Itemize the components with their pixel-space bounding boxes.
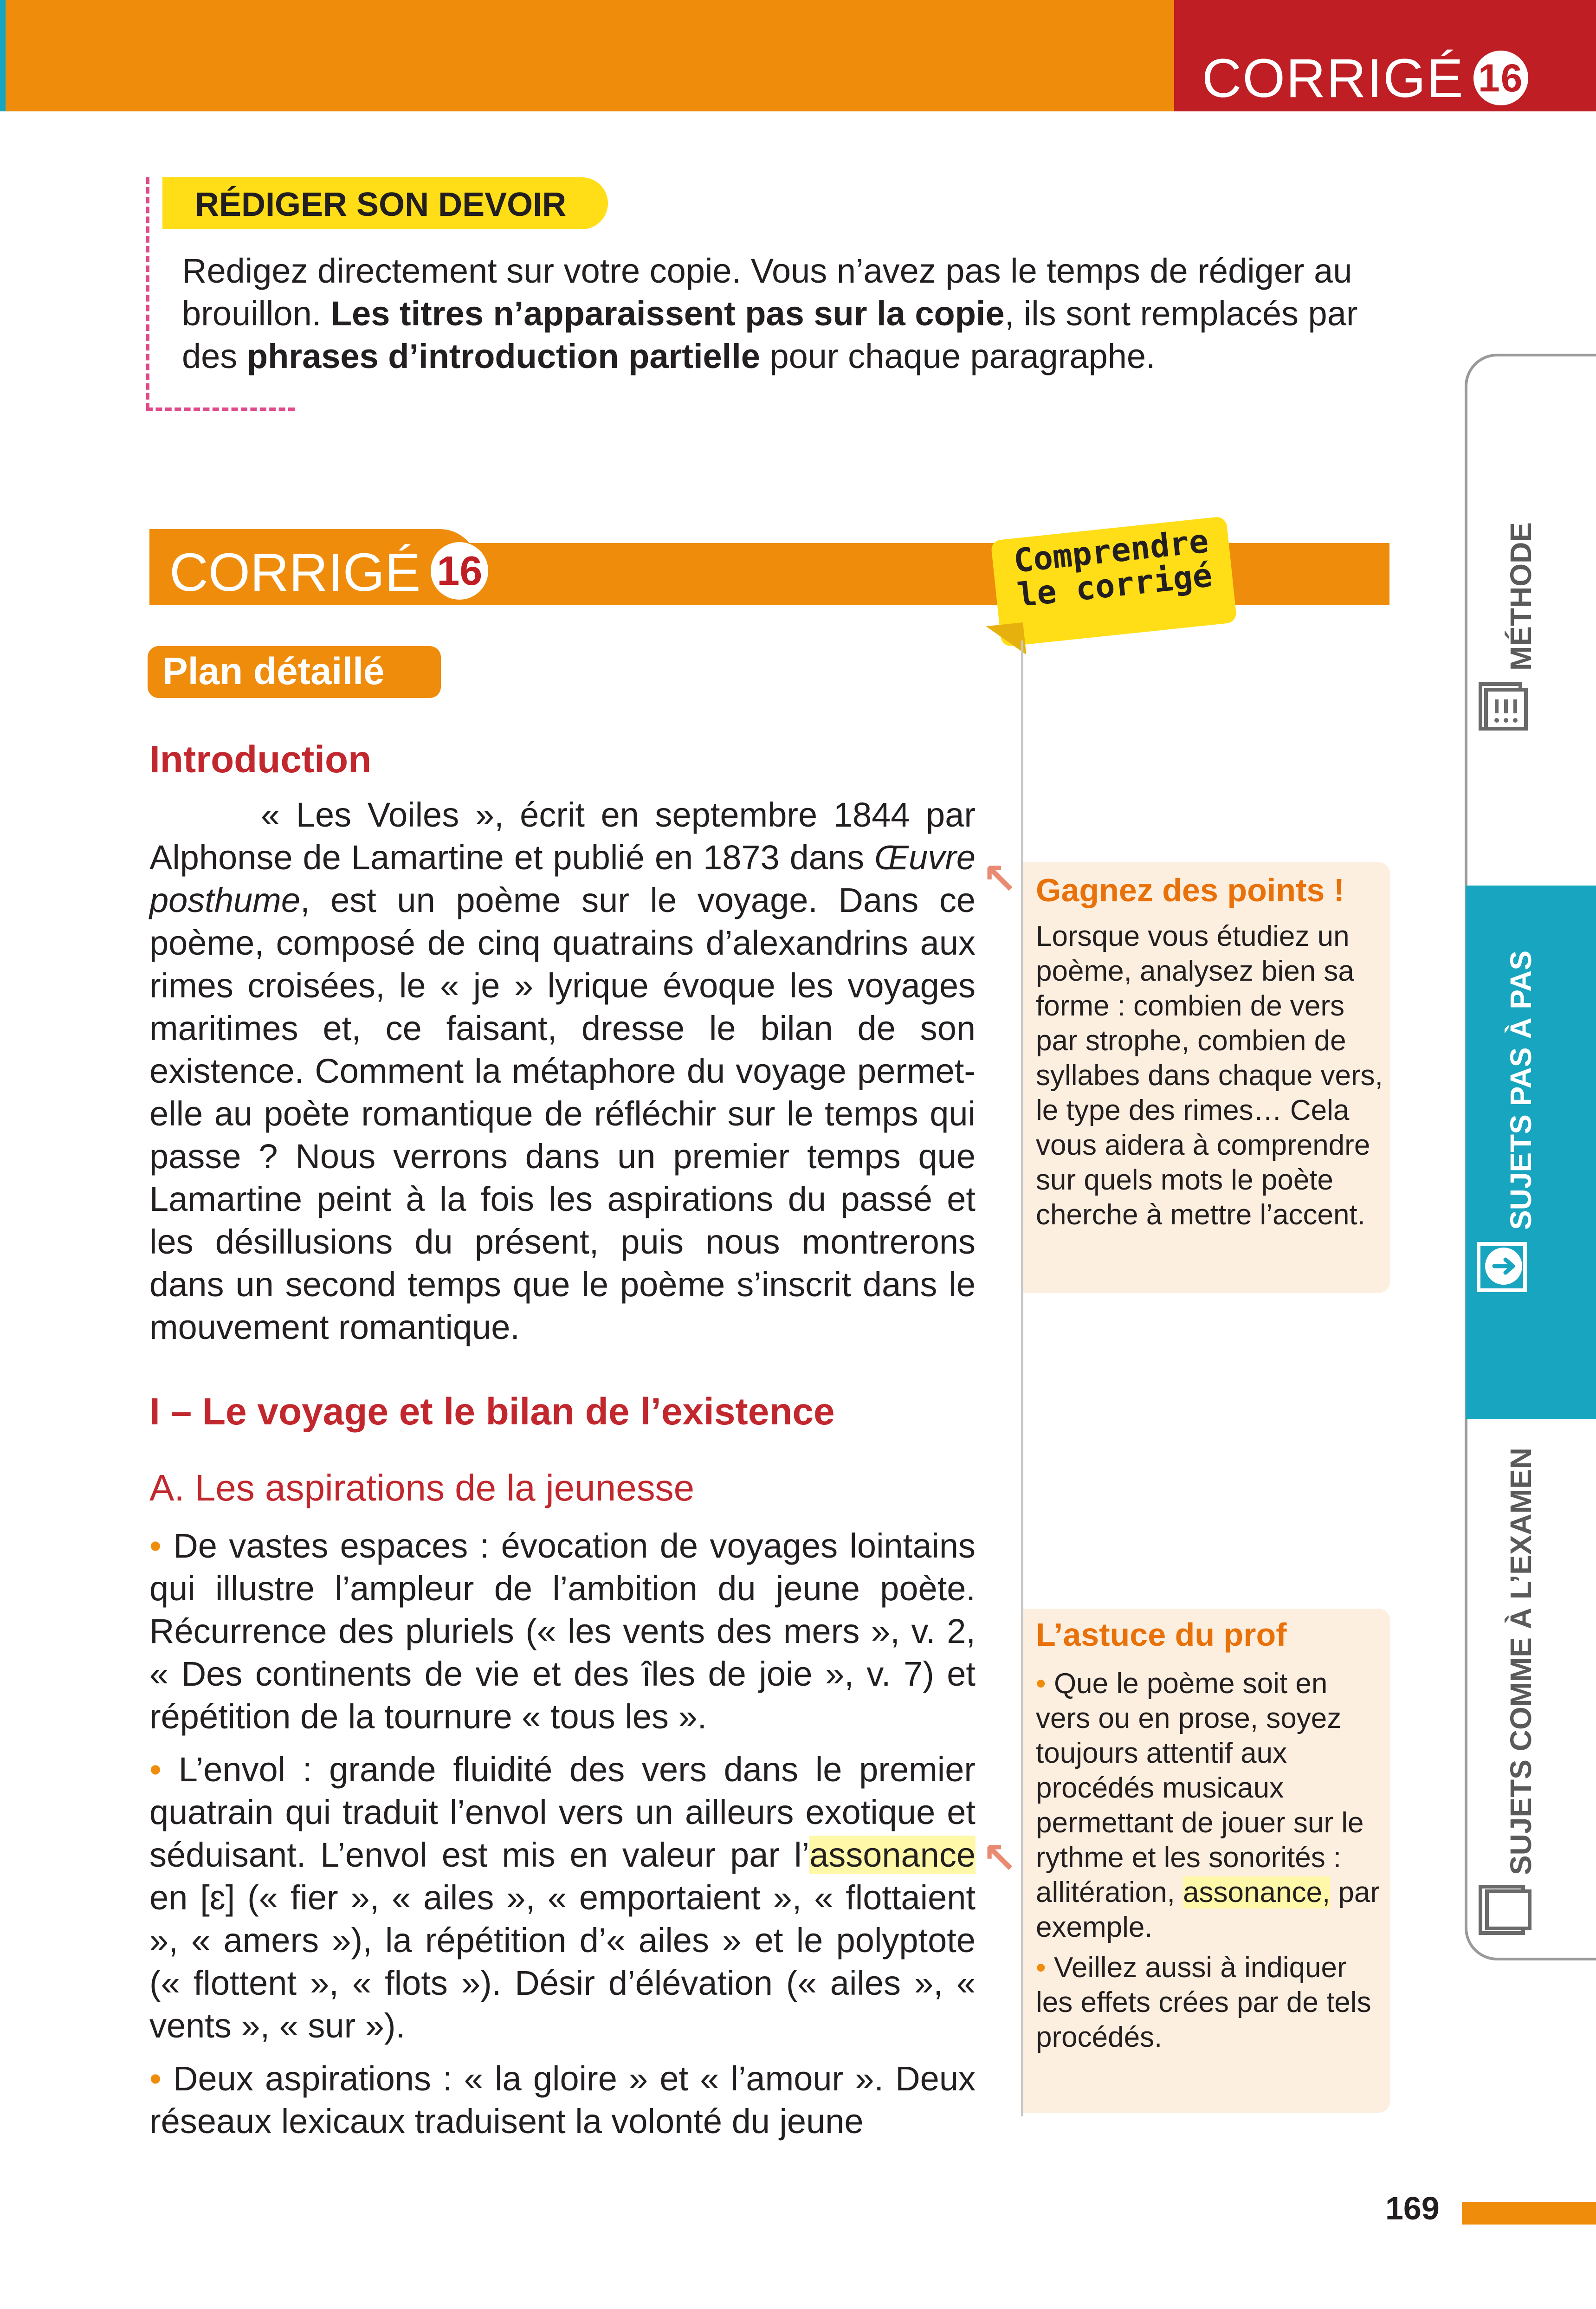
- tip-2-bullet: [1036, 1950, 1389, 2055]
- rediger-text-part: pour chaque paragraphe.: [760, 337, 1156, 375]
- tab-methode-label[interactable]: MÉTHODE: [1504, 522, 1538, 671]
- introduction-paragraph: [149, 794, 976, 1349]
- bullet-text: en [ɛ] (« fier », « ailes », « emportaient », « flottaient », « amers »), la répétition d’« ailes » et le polyptote (« flottent », « flots »). Désir d’élévation (« ailes », « vents », « sur »).: [149, 1878, 976, 2045]
- corrige-number-badge: 16: [431, 542, 488, 600]
- rediger-dashed-underline: [146, 407, 295, 411]
- tab-examen-label[interactable]: SUJETS COMME À L’EXAMEN: [1504, 1448, 1538, 1875]
- intro-italic-title: Œuvre posthume: [149, 838, 976, 919]
- tip-2-text-part: Veillez aussi à indiquer les effets crées par de tels procédés.: [1036, 1952, 1371, 2053]
- bullet-text: De vastes espaces : évocation de voyages lointains qui illustre l’ampleur de l’ambition du jeune poète. Récurrence des pluriels (« les vents des mers », v. 2, « Des continents de vie et des îles de joie », v. 7) et répétition de la tournure « tous les ».: [149, 1526, 976, 1736]
- section-1-bullets: [149, 1525, 976, 2143]
- arrow-circle-icon: [1477, 1238, 1532, 1294]
- rediger-dashed-line: [146, 177, 149, 409]
- bullet-text: Deux aspirations : « la gloire » et « l’amour ». Deux réseaux lexicaux traduisent la volonté du jeune: [149, 2059, 976, 2141]
- bullet-dot: •: [149, 1750, 162, 1789]
- tip-2-bullet: [1036, 1666, 1389, 1945]
- rediger-text-bold: phrases d’introduction partielle: [246, 337, 760, 375]
- bullet-item: [149, 2057, 976, 2143]
- sticker-fold: [986, 622, 1027, 659]
- comprendre-sticker-label: Comprendre le corrigé: [1012, 522, 1214, 614]
- bullet-text: L’envol : grande fluidité des vers dans le premier quatrain qui traduit l’envol vers un ailleurs exotique et séduisant. L’envol est mis en valeur par l’: [149, 1750, 976, 1874]
- arrow-icon: ↖: [982, 855, 1018, 903]
- header-bar: [0, 0, 1174, 111]
- highlighted-term: assonance: [809, 1836, 976, 1874]
- exam-document-icon: [1477, 1882, 1532, 1938]
- tip-1-title: Gagnez des points !: [1036, 872, 1345, 908]
- header-edge-stripe: [0, 0, 6, 111]
- bullet-dot: •: [149, 1526, 162, 1565]
- tab-pas-a-pas-label[interactable]: SUJETS PAS À PAS: [1504, 950, 1538, 1230]
- methode-icon: [1476, 679, 1531, 734]
- rediger-text-part: Redigez directement sur votre copie. Vous n’avez pas le temps de rédiger au brouillon.: [182, 252, 1352, 333]
- bullet-item: [149, 1748, 976, 2047]
- bullet-item: [149, 1525, 976, 1738]
- section-1-sub-a: A. Les aspirations de la jeunesse: [149, 1467, 695, 1508]
- rediger-text-bold: Les titres n’apparaissent pas sur la copie: [330, 294, 1005, 333]
- tip-2-text-part: par exemple.: [1036, 1876, 1380, 1943]
- rediger-title: RÉDIGER SON DEVOIR: [195, 186, 567, 223]
- section-1-heading: I – Le voyage et le bilan de l’existence: [149, 1391, 835, 1433]
- header-number-badge: 16: [1473, 51, 1528, 105]
- tip-2-title: L’astuce du prof: [1036, 1617, 1287, 1653]
- highlighted-term: assonance,: [1183, 1876, 1331, 1908]
- page-number: 169: [1385, 2190, 1440, 2226]
- plan-title: Plan détaillé: [162, 650, 385, 692]
- bullet-dot: •: [1036, 1952, 1046, 1984]
- rediger-text-part: , ils sont remplacés par des: [182, 294, 1358, 375]
- bullet-dot: •: [149, 2059, 162, 2098]
- tip-2-text: [1036, 1666, 1389, 2055]
- intro-text: , est un poème sur le voyage. Dans ce poème, composé de cinq quatrains d’alexandrins aux rimes croisées, le « je » lyrique évoque les voyages maritimes et, ce faisant, dresse le bilan de son existence. Comment la métaphore du voyage permet-elle au poète romantique de réfléchir sur le temps qui passe ? Nous verrons dans un premier temps que Lamartine peint à la fois les aspirations du passé et les désillusions du présent, puis nous montrerons dans un second temps que le poème s’inscrit dans le mouvement romantique.: [149, 881, 976, 1346]
- bullet-dot: •: [1036, 1668, 1046, 1700]
- intro-text: « Les Voiles », écrit en septembre 1844 par Alphonse de Lamartine et publié en 1873 dans: [149, 796, 976, 877]
- corrige-title: [169, 540, 488, 605]
- rediger-text: [182, 250, 1379, 378]
- tip-2-text-part: Que le poème soit en vers ou en prose, soyez toujours attentif aux procédés musicaux permettant de jouer sur le rythme et les sonorités : allitération,: [1036, 1668, 1364, 1908]
- header-title-text: CORRIGÉ: [1202, 48, 1464, 109]
- introduction-heading: Introduction: [149, 738, 372, 781]
- arrow-icon: ↖: [982, 1835, 1018, 1882]
- corrige-title-text: CORRIGÉ: [169, 542, 421, 602]
- page-number-bar: [1462, 2202, 1596, 2225]
- header-title: [1202, 48, 1528, 110]
- tip-1-text: Lorsque vous étudiez un poème, analysez bien sa forme : combien de vers par strophe, combien de syllabes dans chaque vers, le type des rimes… Cela vous aidera à comprendre sur quels mots le poète cherche à mettre l’accent.: [1036, 920, 1383, 1231]
